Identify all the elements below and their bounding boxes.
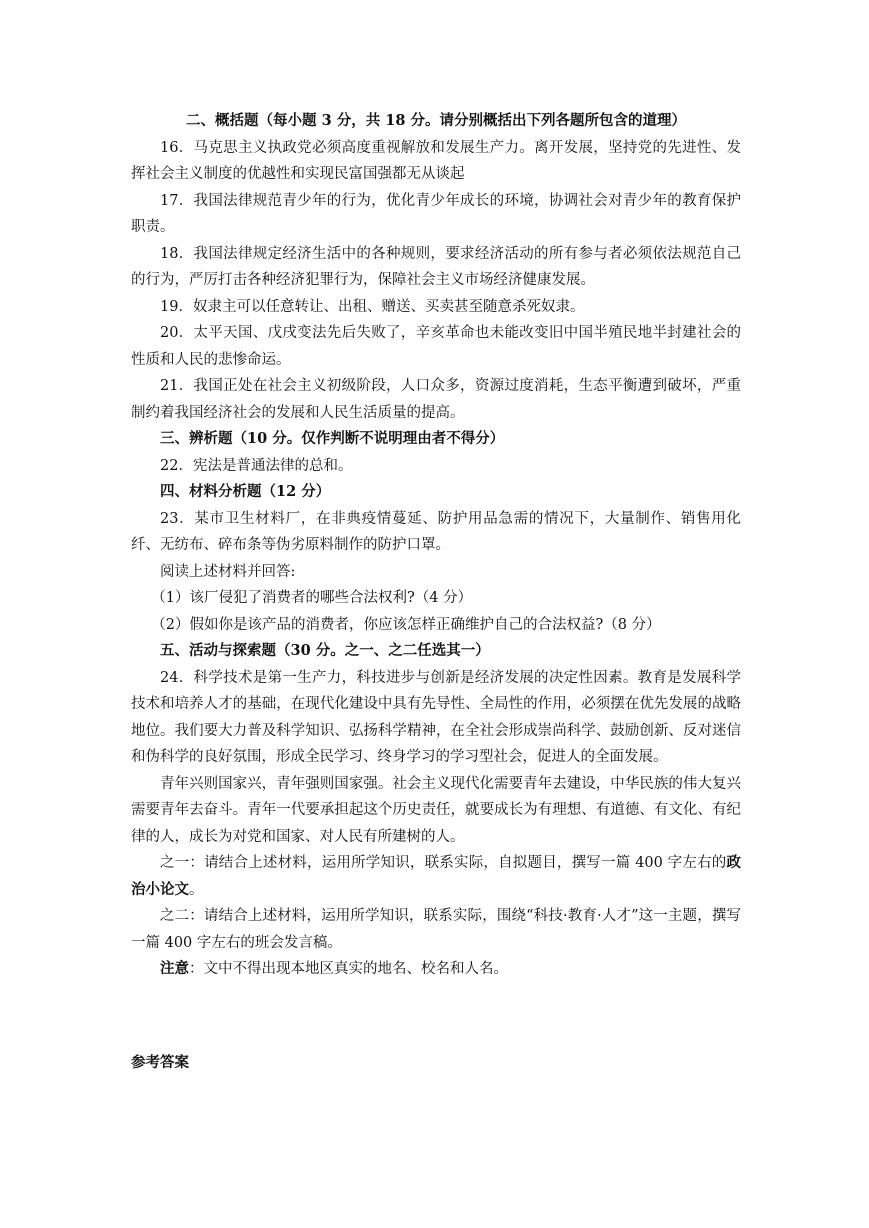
section2-heading: 二、概括题（每小题 3 分，共 18 分。请分别概括出下列各题所包含的道理） bbox=[186, 112, 686, 129]
option-1-emphasis: 政治小论文 bbox=[131, 854, 741, 898]
sub-question-1: （1）该厂侵犯了消费者的哪些合法权利?（4 分） bbox=[151, 590, 473, 606]
question-24-paragraph-1: 24．科学技术是第一生产力，科技进步与创新是经济发展的决定性因素。教育是发展科学技术和培养人才的基础，在现代化建设中具有先导性、全局性的作用，必须摆在优先发展的战略地位。我们要大力普及科学知识、弘扬科学精神，在全社会形成崇尚科学、鼓励创新、反对迷信和伪科学的良好氛围，形成全民学习、终身学习的学习型社会，促进人的全面发展。 bbox=[131, 669, 741, 765]
section4-heading: 四、材料分析题（12 分） bbox=[160, 483, 331, 500]
note-text: ：文中不得出现本地区真实的地名、校名和人名。 bbox=[189, 961, 508, 977]
sub-question-2: （2）假如你是该产品的消费者，你应该怎样正确维护自己的合法权益?（8 分） bbox=[151, 616, 661, 633]
question-16: 16．马克思主义执政党必须高度重视解放和发展生产力。离开发展，坚持党的先进性、发挥社会主义制度的优越性和实现民富国强都无从谈起 bbox=[131, 139, 741, 182]
option-1 bbox=[131, 850, 741, 903]
exam-content bbox=[131, 108, 741, 983]
note-label: 注意 bbox=[160, 960, 189, 977]
read-instruction: 阅读上述材料并回答: bbox=[160, 563, 296, 580]
option-1-text: 之一：请结合上述材料，运用所学知识，联系实际，自拟题目，撰写一篇 400 字左右的 bbox=[160, 855, 727, 871]
note bbox=[131, 956, 741, 983]
question-17: 17．我国法律规范青少年的行为，优化青少年成长的环境，协调社会对青少年的教育保护职责。 bbox=[131, 192, 741, 235]
question-22: 22．宪法是普通法律的总和。 bbox=[160, 457, 353, 474]
question-18: 18．我国法律规定经济生活中的各种规则，要求经济活动的所有参与者必须依法规范自己的行为，严厉打击各种经济犯罪行为，保障社会主义市场经济健康发展。 bbox=[131, 245, 741, 288]
question-23: 23．某市卫生材料厂，在非典疫情蔓延、防护用品急需的情况下，大量制作、销售用化纤、无纺布、碎布条等伪劣原料制作的防护口罩。 bbox=[131, 510, 741, 553]
question-19: 19．奴隶主可以任意转让、出租、赠送、买卖甚至随意杀死奴隶。 bbox=[160, 298, 585, 315]
option-2: 之二：请结合上述材料，运用所学知识，联系实际，围绕“科技·教育·人才”这一主题，撰写一篇 400 字左右的班会发言稿。 bbox=[131, 908, 741, 951]
question-20: 20．太平天国、戊戌变法先后失败了，辛亥革命也未能改变旧中国半殖民地半封建社会的性质和人民的悲惨命运。 bbox=[131, 325, 741, 368]
question-21: 21．我国正处在社会主义初级阶段，人口众多，资源过度消耗，生态平衡遭到破坏，严重制约着我国经济社会的发展和人民生活质量的提高。 bbox=[131, 378, 741, 421]
option-1-end: 。 bbox=[189, 881, 204, 898]
section5-heading: 五、活动与探索题（30 分。之一、之二任选其一） bbox=[160, 642, 490, 659]
question-24-paragraph-2: 青年兴则国家兴，青年强则国家强。社会主义现代化需要青年去建设，中华民族的伟大复兴需要青年去奋斗。青年一代要承担起这个历史责任，就要成长为有理想、有道德、有文化、有纪律的人，成长为对党和国家、对人民有所建树的人。 bbox=[131, 775, 741, 845]
answers-title: 参考答案 bbox=[131, 1054, 189, 1071]
section3-heading: 三、辨析题（10 分。仅作判断不说明理由者不得分） bbox=[160, 430, 505, 447]
